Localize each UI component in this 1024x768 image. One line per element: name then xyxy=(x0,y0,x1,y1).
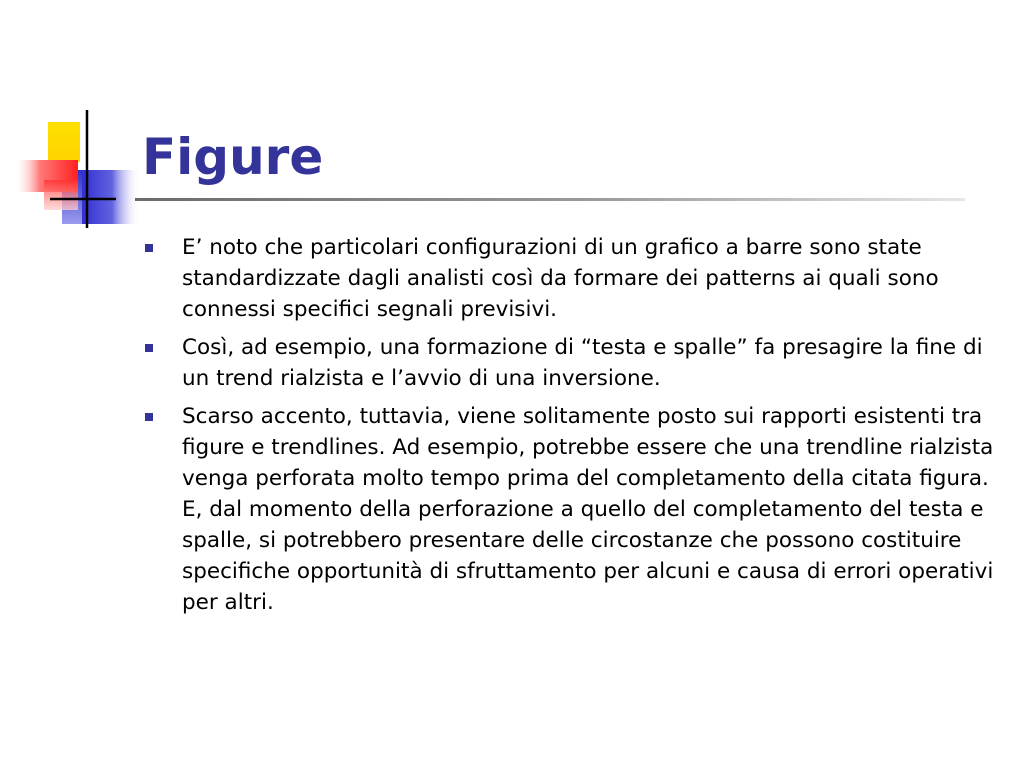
square-bullet-icon xyxy=(145,344,153,352)
bullet-item xyxy=(145,232,1005,325)
bullet-item xyxy=(145,332,1005,394)
square-bullet-icon xyxy=(145,413,153,421)
bullet-text: Così, ad esempio, una formazione di “testa e spalle” fa presagire la fine di un trend rialzista e l’avvio di una inversione. xyxy=(182,335,983,391)
bullet-text: Scarso accento, tuttavia, viene solitamente posto sui rapporti esistenti tra figure e trendlines. Ad esempio, potrebbe essere che una trendline rialzista venga perforata molto tempo prima del completamento della citata figura. E, dal momento della perforazione a quello del completamento del testa e spalle, si potrebbero presentare delle circostanze che possono costituire specifiche opportunità di sfruttamento per alcuni e causa di errori operativi per altri. xyxy=(182,404,994,615)
slide-title: Figure xyxy=(142,128,324,186)
bullet-text: E’ noto che particolari configurazioni di un grafico a barre sono state standardizzate dagli analisti così da formare dei patterns ai quali sono connessi specifici segnali previsivi. xyxy=(182,235,939,322)
yellow-square xyxy=(48,122,80,162)
square-bullet-icon xyxy=(145,244,153,252)
bullet-item xyxy=(145,401,1005,618)
bullet-list xyxy=(145,232,1005,625)
red-block-lower xyxy=(44,180,78,210)
title-underline-rule xyxy=(135,198,965,201)
title-decoration-graphic xyxy=(0,0,150,240)
